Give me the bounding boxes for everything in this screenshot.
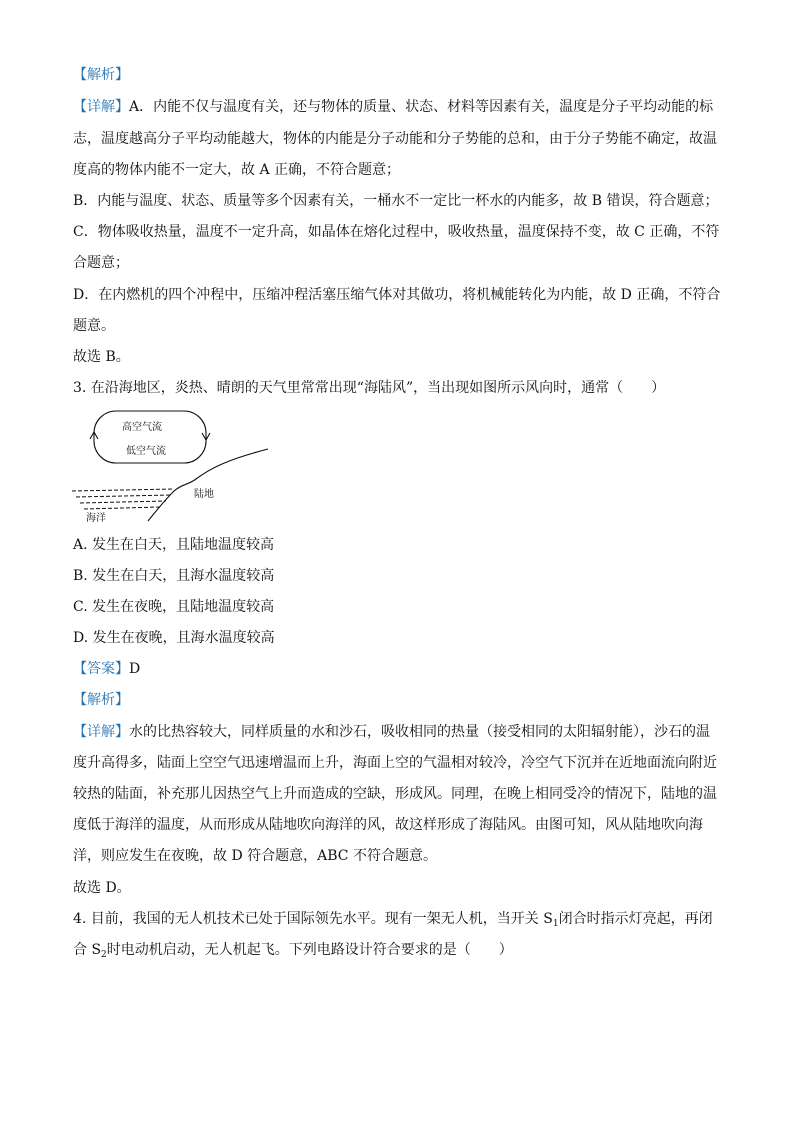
q2-line-a1-text: A．内能不仅与温度有关，还与物体的质量、状态、材料等因素有关，温度是分子平均动能的标 <box>129 99 714 115</box>
q3-answer-line <box>73 661 723 677</box>
detail-tag: 【详解】 <box>73 99 129 115</box>
q4-stem-part-2: 闭合时指示灯亮起，再闭 <box>558 911 713 927</box>
q4-stem-line-1 <box>73 911 723 927</box>
q3-option-b: B. 发生在白天，且海水温度较高 <box>73 568 275 584</box>
sea-line-1 <box>72 489 174 491</box>
sea-line-2 <box>76 495 170 497</box>
q3-detail-line-1 <box>73 724 723 740</box>
q2-line-d1: D．在内燃机的四个冲程中，压缩冲程活塞压缩气体对其做功，将机械能转化为内能，故 D 正确，不符合 <box>73 287 721 303</box>
sea-line-4 <box>84 507 160 509</box>
analysis-tag: 【解析】 <box>73 67 129 83</box>
s2-subscript: 2 <box>101 950 107 960</box>
q3-detail-line-5: 洋，则应发生在夜晚，故 D 符合题意，ABC 不符合题意。 <box>73 848 437 864</box>
label-sea: 海洋 <box>86 513 106 524</box>
q3-detail-line-3: 较热的陆面，补充那儿因热空气上升而造成的空缺，形成风。同理，在晚上相同受冷的情况下，陆地的温 <box>73 786 717 802</box>
q3-detail-line-2: 度升高得多，陆面上空空气迅速增温而上升，海面上空的气温相对较冷，冷空气下沉并在近地面流向附近 <box>73 755 717 771</box>
label-low-air: 低空气流 <box>126 446 166 457</box>
label-land: 陆地 <box>194 489 214 500</box>
q4-stem-line-2 <box>73 942 723 958</box>
q3-option-c: C. 发生在夜晚，且陆地温度较高 <box>73 599 275 615</box>
q4-stem-part-1: 4. 目前，我国的无人机技术已处于国际领先水平。现有一架无人机，当开关 S <box>73 911 553 927</box>
coastline <box>148 449 268 521</box>
q3-detail-line-4: 度低于海洋的温度，从而形成从陆地吹向海洋的风，故这样形成了海陆风。由图可知，风从陆地吹向海 <box>73 817 703 833</box>
sea-line-3 <box>80 501 166 503</box>
q4-stem-part-3: 合 S <box>73 942 102 958</box>
q2-line-c1: C．物体吸收热量，温度不一定升高，如晶体在熔化过程中，吸收热量，温度保持不变，故 C 正确，不符 <box>73 224 720 240</box>
q2-detail-line-a1 <box>73 99 723 115</box>
q3-option-a: A. 发生在白天，且陆地温度较高 <box>73 537 275 553</box>
detail-tag: 【详解】 <box>73 724 129 740</box>
label-high-air: 高空气流 <box>122 422 162 433</box>
q2-line-a2: 志，温度越高分子平均动能越大，物体的内能是分子动能和分子势能的总和，由于分子势能不确定，故温 <box>73 131 717 147</box>
q4-stem-part-4: 时电动机启动，无人机起飞。下列电路设计符合要求的是（ ） <box>106 942 513 958</box>
q3-option-d: D. 发生在夜晚，且海水温度较高 <box>73 630 275 646</box>
q3-analysis-tag: 【解析】 <box>73 692 129 708</box>
answer-tag: 【答案】 <box>73 661 129 677</box>
q2-line-b: B．内能与温度、状态、质量等多个因素有关，一桶水不一定比一杯水的内能多，故 B 错误，符合题意； <box>73 193 719 209</box>
sea-land-breeze-diagram <box>70 405 270 527</box>
s1-subscript: 1 <box>552 919 559 929</box>
q3-conclusion: 故选 D。 <box>73 880 131 896</box>
q3-stem: 3. 在沿海地区，炎热、晴朗的天气里常常出现“海陆风”，当出现如图所示风向时，通常（ ） <box>73 380 666 396</box>
q2-line-c2: 合题意； <box>73 255 129 271</box>
q2-conclusion: 故选 B。 <box>73 349 130 365</box>
q3-detail-line-1-text: 水的比热容较大，同样质量的水和沙石，吸收相同的热量（接受相同的太阳辐射能），沙石的温 <box>129 724 710 740</box>
q2-line-a3: 度高的物体内能不一定大，故 A 正确，不符合题意； <box>73 162 401 178</box>
answer-value: D <box>129 661 141 677</box>
q2-line-d2: 题意。 <box>73 318 115 334</box>
